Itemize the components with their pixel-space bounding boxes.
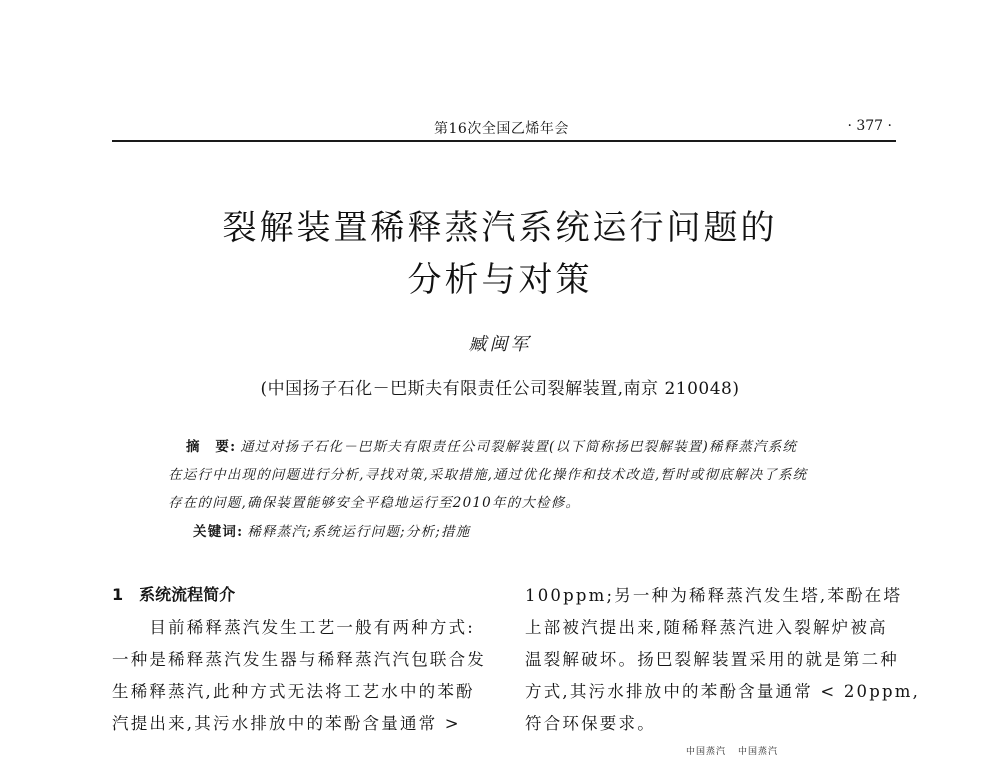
body-right-line: 温裂解破坏。扬巴裂解装置采用的就是第二种 (525, 650, 899, 669)
body-left-line: 生稀释蒸汽,此种方式无法将工艺水中的苯酚 (112, 682, 475, 701)
keywords-label: 关键词: (193, 524, 244, 540)
running-head (112, 116, 896, 138)
watermark-text: 中国蒸汽 (738, 747, 779, 757)
affiliation: (中国扬子石化－巴斯夫有限责任公司裂解装置,南京 210048) (260, 379, 740, 399)
abstract-label: 摘 要: (186, 439, 237, 455)
abstract-line-1 (186, 435, 797, 455)
body-left-line: 汽提出来,其污水排放中的苯酚含量通常 > (112, 714, 461, 733)
body-left-line: 目前稀释蒸汽发生工艺一般有两种方式: (112, 618, 476, 637)
watermark (686, 744, 790, 757)
body-right-line: 符合环保要求。 (525, 714, 656, 733)
body-right-line: 方式,其污水排放中的苯酚含量通常 < 20ppm, (525, 682, 921, 701)
body-right-line: 上部被汽提出来,随稀释蒸汽进入裂解炉被高 (525, 618, 888, 637)
watermark-text: 中国蒸汽 (686, 747, 727, 757)
page-number: · 377 · (847, 118, 892, 134)
section-number: 1 (112, 585, 124, 604)
abstract-line-2: 在运行中出现的问题进行分析,寻找对策,采取措施,通过优化操作和技术改造,暂时或彻底解决了系统 (168, 467, 808, 483)
title-line-1: 裂解装置稀释蒸汽系统运行问题的 (222, 208, 778, 248)
title-line-2: 分析与对策 (407, 260, 593, 300)
body-left-line: 一种是稀释蒸汽发生器与稀释蒸汽汽包联合发 (112, 650, 486, 669)
conference-name: 第16次全国乙烯年会 (434, 121, 569, 137)
author-name: 臧闽军 (468, 334, 532, 355)
body-right-line: 100ppm;另一种为稀释蒸汽发生塔,苯酚在塔 (525, 586, 903, 605)
section-heading (112, 582, 235, 605)
abstract-text: 通过对扬子石化－巴斯夫有限责任公司裂解装置(以下简称扬巴裂解装置)稀释蒸汽系统 (240, 439, 798, 455)
keywords-line (193, 520, 470, 540)
abstract-line-3: 存在的问题,确保装置能够安全平稳地运行至2010年的大检修。 (168, 495, 581, 511)
header-rule (112, 140, 896, 142)
keywords-text: 稀释蒸汽;系统运行问题;分析;措施 (247, 524, 471, 540)
section-title: 系统流程简介 (139, 585, 236, 604)
